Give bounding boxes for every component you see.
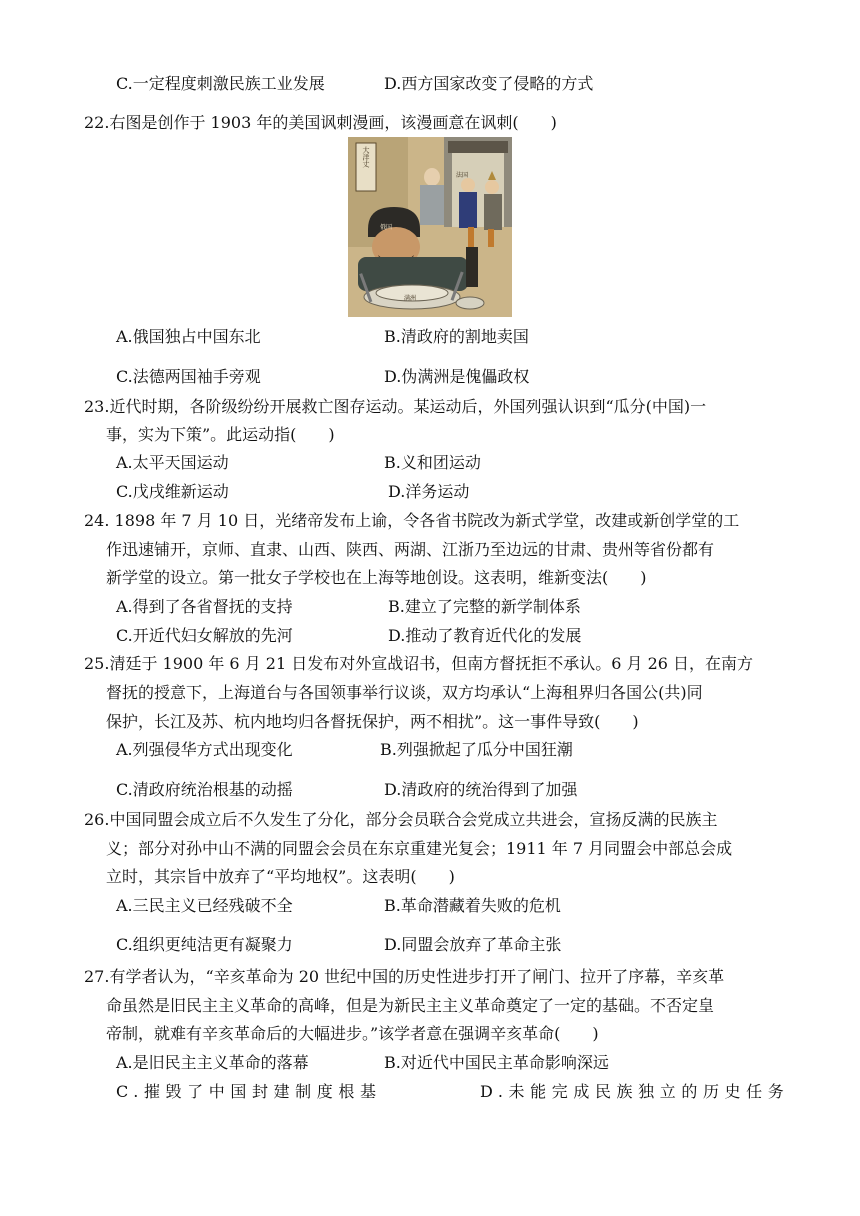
q26-option-c: C.组织更纯洁更有凝聚力 <box>116 935 293 954</box>
q23-option-a: A.太平天国运动 <box>116 453 229 472</box>
q26-stem-line-2: 义；部分对孙中山不满的同盟会会员在东京重建光复会；1911 年 7 月同盟会中部总会成 <box>106 839 733 858</box>
q23-option-c: C.戊戌维新运动 <box>116 482 229 501</box>
cartoon-label-france: 法国 <box>456 172 469 179</box>
q23-stem-line-2: 事，实为下策”。此运动指( ) <box>106 425 335 444</box>
cartoon-label-sign: 大洋丈 <box>362 146 370 168</box>
q24-option-b: B.建立了完整的新学制体系 <box>388 597 581 616</box>
satirical-cartoon-image <box>348 137 512 317</box>
q22-option-b: B.清政府的割地卖国 <box>384 327 529 346</box>
q25-stem-line-3: 保护，长江及苏、杭内地均归各督抚保护，两不相扰”。这一事件导致( ) <box>106 712 639 731</box>
q24-option-c: C.开近代妇女解放的先河 <box>116 626 293 645</box>
q24-stem-line-1: 24. 1898 年 7 月 10 日，光绪帝发布上谕，令各省书院改为新式学堂，改建或新创学堂的工 <box>84 511 740 530</box>
q24-option-d: D.推动了教育近代化的发展 <box>388 626 582 645</box>
q24-stem-line-3: 新学堂的设立。第一批女子学校也在上海等地创设。这表明，维新变法( ) <box>106 568 647 587</box>
q27-stem-line-2: 命虽然是旧民主主义革命的高峰，但是为新民主主义革命奠定了一定的基础。不否定皇 <box>106 996 715 1015</box>
q27-option-d: D.未能完成民族独立的历史任务 <box>480 1082 790 1101</box>
q27-option-b: B.对近代中国民主革命影响深远 <box>384 1053 609 1072</box>
cartoon-label-manchuria: 满洲 <box>404 295 417 302</box>
q26-stem-line-1: 26.中国同盟会成立后不久发生了分化，部分会员联合会党成立共进会，宣扬反满的民族主 <box>84 810 718 829</box>
q24-option-a: A.得到了各省督抚的支持 <box>116 597 293 616</box>
q27-stem-line-3: 帝制，就难有辛亥革命后的大幅进步。”该学者意在强调辛亥革命( ) <box>106 1024 599 1043</box>
q26-option-a: A.三民主义已经残破不全 <box>116 896 293 915</box>
q21-option-d: D.西方国家改变了侵略的方式 <box>384 74 594 93</box>
q27-option-c: C.摧毁了中国封建制度根基 <box>116 1082 382 1101</box>
q26-stem-line-3: 立时，其宗旨中放弃了“平均地权”。这表明( ) <box>106 867 455 886</box>
q22-option-a: A.俄国独占中国东北 <box>116 327 261 346</box>
q23-option-b: B.义和团运动 <box>384 453 481 472</box>
q22-option-d: D.伪满洲是傀儡政权 <box>384 367 530 386</box>
q27-stem-line-1: 27.有学者认为，“辛亥革命为 20 世纪中国的历史性进步打开了闸门、拉开了序幕，辛亥革 <box>84 967 725 986</box>
q23-option-d: D.洋务运动 <box>388 482 470 501</box>
cartoon-label-russia: 俄国 <box>380 224 393 231</box>
q27-option-a: A.是旧民主主义革命的落幕 <box>116 1053 309 1072</box>
q25-option-c: C.清政府统治根基的动摇 <box>116 780 293 799</box>
q25-option-a: A.列强侵华方式出现变化 <box>116 740 293 759</box>
q23-stem-line-1: 23.近代时期，各阶级纷纷开展救亡图存运动。某运动后，外国列强认识到“瓜分(中国)一 <box>84 397 707 416</box>
q24-stem-line-2: 作迅速铺开，京师、直隶、山西、陕西、两湖、江浙乃至边远的甘肃、贵州等省份都有 <box>106 540 715 559</box>
q21-option-c: C.一定程度刺激民族工业发展 <box>116 74 325 93</box>
q22-stem: 22.右图是创作于 1903 年的美国讽刺漫画，该漫画意在讽刺( ) <box>84 113 557 132</box>
q25-stem-line-1: 25.清廷于 1900 年 6 月 21 日发布对外宣战诏书，但南方督抚拒不承认。6 月 26 日，在南方 <box>84 654 754 673</box>
q22-option-c: C.法德两国袖手旁观 <box>116 367 261 386</box>
q26-option-b: B.革命潜藏着失败的危机 <box>384 896 561 915</box>
q25-option-d: D.清政府的统治得到了加强 <box>384 780 578 799</box>
cartoon-illustration <box>348 137 512 317</box>
q26-option-d: D.同盟会放弃了革命主张 <box>384 935 562 954</box>
q25-option-b: B.列强掀起了瓜分中国狂潮 <box>380 740 573 759</box>
q25-stem-line-2: 督抚的授意下，上海道台与各国领事举行议谈，双方均承认“上海租界归各国公(共)同 <box>106 683 703 702</box>
